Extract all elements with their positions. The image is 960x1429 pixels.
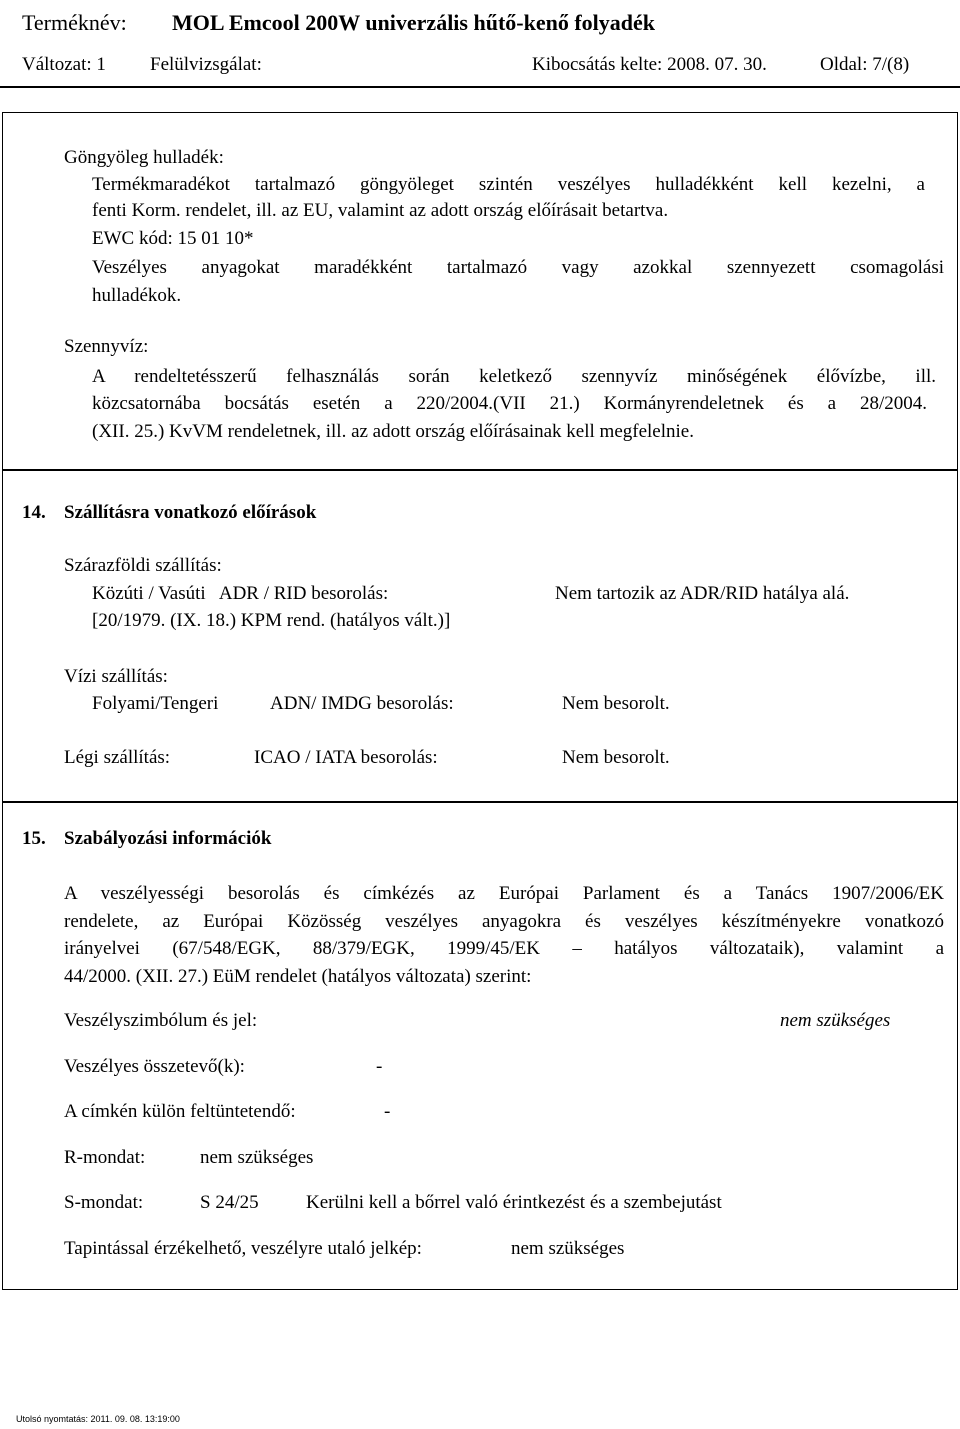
regulation-line-4: 44/2000. (XII. 27.) EüM rendelet (hatályos változata) szerint:: [64, 966, 532, 987]
section15-title: Szabályozási információk: [64, 828, 272, 849]
packaging-heading: Göngyöleg hulladék:: [64, 147, 224, 168]
packaging-line-5: hulladékok.: [92, 285, 182, 306]
air-value: Nem besorolt.: [562, 747, 670, 768]
air-label-b: ICAO / IATA besorolás:: [254, 747, 438, 768]
symbol-label: Veszélyszimbólum és jel:: [64, 1010, 258, 1031]
water-value: Nem besorolt.: [562, 693, 670, 714]
wastewater-heading: Szennyvíz:: [64, 336, 149, 357]
wastewater-line-2: közcsatornába bocsátás esetén a 220/2004.(VII 21.) Kormányrendeletnek és a 28/2004.: [92, 393, 927, 414]
header-rule: [0, 86, 960, 88]
packaging-line-4: Veszélyes anyagokat maradékként tartalmazó vagy azokkal szennyezett csomagolási: [92, 257, 944, 278]
review: Felülvizsgálat:: [150, 54, 262, 75]
symbol-value: nem szükséges: [780, 1010, 891, 1031]
wastewater-line-1: A rendeltetésszerű felhasználás során keletkező szennyvíz minőségének élővízbe, ill.: [92, 366, 936, 387]
product-label: Terméknév:: [22, 10, 127, 35]
label-items-label: A címkén külön feltüntetendő:: [64, 1101, 296, 1122]
issue-date: Kibocsátás kelte: 2008. 07. 30.: [532, 54, 767, 75]
regulation-line-2: rendelete, az Európai Közösség veszélyes anyagokra és veszélyes készítményekre vonatkozó: [64, 911, 944, 932]
product-name: MOL Emcool 200W univerzális hűtő-kenő folyadék: [172, 10, 656, 35]
regulation-line-3: irányelvei (67/548/EGK, 88/379/EGK, 1999/45/EK – hatályos változataik), valamint a: [64, 938, 944, 959]
page-number: Oldal: 7/(8): [820, 54, 910, 75]
s-phrase-code: S 24/25: [200, 1192, 259, 1213]
r-phrase-label: R-mondat:: [64, 1147, 146, 1168]
last-printed: Utolsó nyomtatás: 2011. 09. 08. 13:19:00: [16, 1414, 180, 1424]
water-label-b: ADN/ IMDG besorolás:: [270, 693, 454, 714]
version: Változat: 1: [22, 54, 106, 75]
section14-number: 14.: [22, 502, 46, 523]
section14-title: Szállításra vonatkozó előírások: [64, 502, 317, 523]
r-phrase-value: nem szükséges: [200, 1147, 314, 1168]
ewc-code: EWC kód: 15 01 10*: [92, 228, 254, 249]
packaging-line-2: fenti Korm. rendelet, ill. az EU, valamint az adott ország előírásait betartva.: [92, 200, 669, 221]
water-label-a: Folyami/Tengeri: [92, 693, 219, 714]
section15-box: [2, 802, 958, 1290]
packaging-line-1: Termékmaradékot tartalmazó göngyöleget szintén veszélyes hulladékként kell kezelni, a: [92, 174, 925, 195]
label-items-value: -: [384, 1101, 391, 1122]
land-value: Nem tartozik az ADR/RID hatálya alá.: [555, 583, 850, 604]
air-label-a: Légi szállítás:: [64, 747, 171, 768]
tactile-label: Tapintással érzékelhető, veszélyre utaló jelkép:: [64, 1238, 422, 1259]
land-label-2: [20/1979. (IX. 18.) KPM rend. (hatályos vált.)]: [92, 610, 451, 631]
components-label: Veszélyes összetevő(k):: [64, 1056, 245, 1077]
tactile-value: nem szükséges: [511, 1238, 625, 1259]
regulation-line-1: A veszélyességi besorolás és címkézés az Európai Parlament és a Tanács 1907/2006/EK: [64, 883, 944, 904]
land-heading: Szárazföldi szállítás:: [64, 555, 222, 576]
section15-number: 15.: [22, 828, 46, 849]
land-label-1: Közúti / Vasúti ADR / RID besorolás:: [92, 583, 389, 604]
water-heading: Vízi szállítás:: [64, 666, 168, 687]
s-phrase-label: S-mondat:: [64, 1192, 144, 1213]
s-phrase-text: Kerülni kell a bőrrel való érintkezést és a szembejutást: [306, 1192, 722, 1213]
components-value: -: [376, 1056, 383, 1077]
wastewater-line-3: (XII. 25.) KvVM rendeletnek, ill. az adott ország előírásainak kell megfelelnie.: [92, 421, 694, 442]
